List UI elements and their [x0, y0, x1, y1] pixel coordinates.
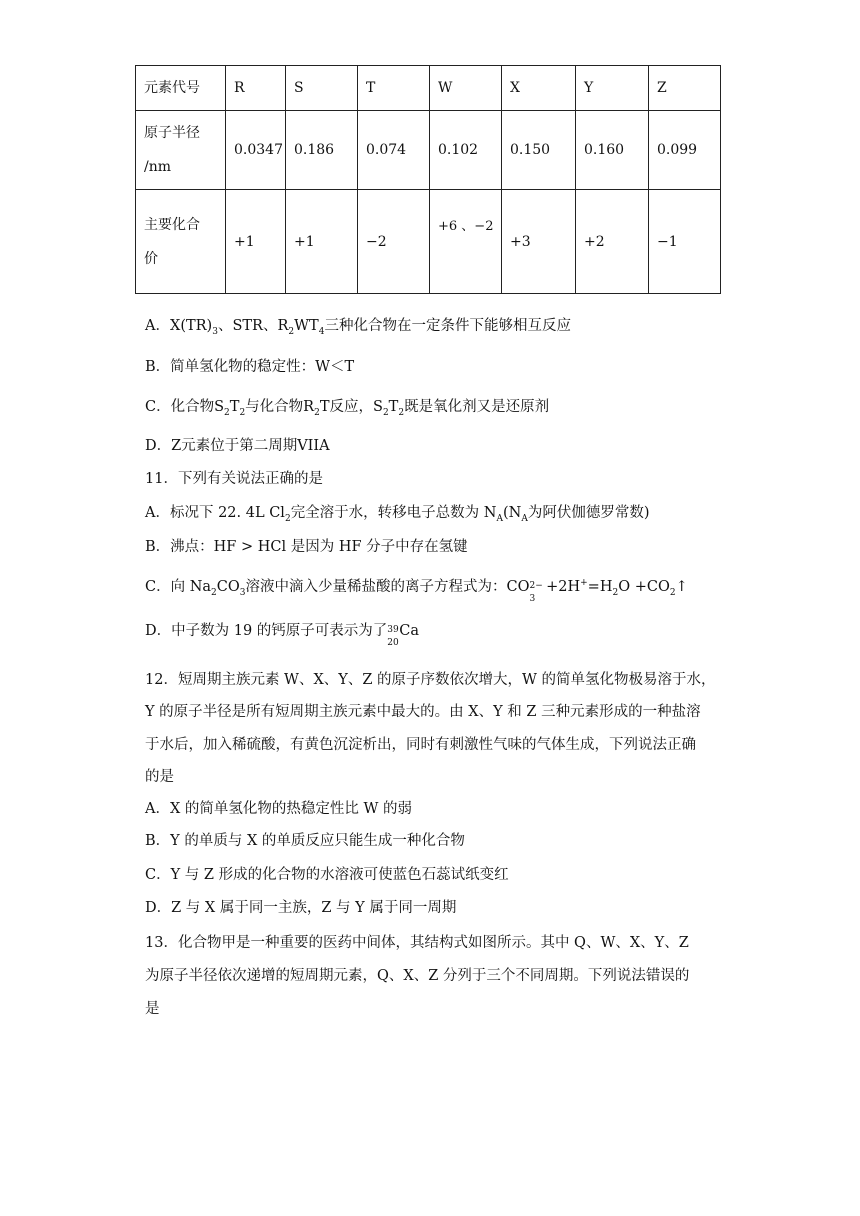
- table-cell: 0.074: [358, 111, 430, 190]
- table-cell: 0.186: [286, 111, 358, 190]
- q13-stem-line: 为原子半径依次递增的短周期元素，Q、X、Z 分列于三个不同周期。下列说法错误的: [145, 968, 690, 984]
- nuclide-notation: [387, 622, 399, 648]
- table-row-atomic-radius: [136, 111, 721, 190]
- table-cell: −1: [649, 190, 721, 294]
- q12-stem-line: 于水后，加入稀硫酸，有黄色沉淀析出，同时有刺激性气味的气体生成，下列说法正确: [145, 737, 696, 753]
- option-text: 与化合物R: [245, 399, 315, 415]
- q10-option-d: D．Z元素位于第二周期VIIA: [145, 438, 330, 454]
- row-label-atomic-radius: [136, 111, 226, 190]
- table-cell: +3: [502, 190, 576, 294]
- formula-subscript: 2: [288, 326, 295, 337]
- formula-subscript: 2: [669, 587, 676, 598]
- table-cell: −2: [358, 190, 430, 294]
- table-cell: +2: [576, 190, 649, 294]
- option-text: C．化合物S: [145, 399, 225, 415]
- formula-subscript: 4: [318, 326, 325, 337]
- formula-subscript: 2: [224, 407, 230, 418]
- ion-charge: +: [580, 578, 588, 589]
- ion-charge-stack: [529, 578, 543, 604]
- row-label-line: 原子半径: [144, 125, 200, 141]
- table-cell: +1: [286, 190, 358, 294]
- table-cell: +1: [226, 190, 286, 294]
- q11-option-d: [145, 619, 420, 648]
- table-row-element-symbols: [136, 66, 721, 111]
- table-header-cell: W: [430, 66, 502, 111]
- row-label-line: 主要化合: [144, 216, 200, 233]
- table-cell: 0.0347: [226, 111, 286, 190]
- q10-option-a: [145, 314, 571, 338]
- option-text: D．中子数为 19 的钙原子可表示为了: [145, 623, 388, 639]
- table-header-cell: R: [226, 66, 286, 111]
- formula-text: 、STR、R: [217, 318, 289, 334]
- formula-subscript: 3: [239, 587, 246, 598]
- q12-option-d: D．Z 与 X 属于同一主族，Z 与 Y 属于同一周期: [145, 900, 457, 916]
- formula-subscript: 2: [314, 407, 320, 418]
- ion-charge: 2−: [529, 581, 543, 591]
- table-header-cell: Y: [576, 66, 649, 111]
- formula-text: CO: [216, 579, 240, 595]
- formula-subscript: 2: [382, 407, 389, 418]
- table-header-cell: Z: [649, 66, 721, 111]
- option-text: (N: [502, 505, 522, 521]
- q10-option-b: B．简单氢化物的稳定性：W＜T: [145, 359, 355, 375]
- formula-text: +2H: [541, 579, 581, 595]
- q13-stem-line: 13．化合物甲是一种重要的医药中间体，其结构式如图所示。其中 Q、W、X、Y、Z: [145, 935, 689, 951]
- formula-text: =H: [587, 579, 613, 595]
- option-text: C．向 Na: [145, 579, 212, 595]
- q10-option-c: [145, 395, 549, 419]
- row-label-line: 价: [144, 250, 158, 267]
- table-cell: 0.150: [502, 111, 576, 190]
- table-header-cell: X: [502, 66, 576, 111]
- q11-option-a: [145, 501, 650, 525]
- formula-text: T: [229, 399, 240, 415]
- formula-text: T: [388, 399, 399, 415]
- row-label-valence: [136, 190, 226, 294]
- table-header-cell: 元素代号: [136, 66, 226, 111]
- option-text: 完全溶于水，转移电子总数为 N: [290, 505, 497, 521]
- q12-stem-line: 12．短周期主族元素 W、X、Y、Z 的原子序数依次增大，W 的简单氢化物极易溶于水，: [145, 672, 716, 688]
- option-text: 既是氧化剂又是还原剂: [404, 399, 550, 415]
- formula-subscript: 2: [284, 513, 291, 524]
- q12-option-c: C．Y 与 Z 形成的化合物的水溶液可使蓝色石蕊试纸变红: [145, 867, 509, 883]
- option-text: 溶液中滴入少量稀盐酸的离子方程式为：CO: [245, 579, 530, 595]
- table-header-cell: S: [286, 66, 358, 111]
- formula-subscript: A: [496, 513, 503, 524]
- table-cell: 0.099: [649, 111, 721, 190]
- table-cell: 0.160: [576, 111, 649, 190]
- formula-subscript: 2: [612, 587, 619, 598]
- option-label: A．: [145, 318, 170, 334]
- q12-stem-line: Y 的原子半径是所有短周期主族元素中最大的。由 X、Y 和 Z 三种元素形成的一种盐溶: [145, 704, 701, 720]
- option-text: T反应，S: [319, 399, 383, 415]
- q12-stem-line: 的是: [145, 769, 174, 785]
- q12-option-b: B．Y 的单质与 X 的单质反应只能生成一种化合物: [145, 833, 465, 849]
- formula-subscript: 2: [398, 407, 405, 418]
- formula-text: X: [169, 318, 181, 334]
- q11-stem: 11．下列有关说法正确的是: [145, 471, 323, 487]
- formula-subscript: A: [521, 513, 528, 524]
- option-text: 三种化合物在一定条件下能够相互反应: [324, 318, 571, 334]
- table-row-valence: [136, 190, 721, 294]
- formula-subscript: 3: [212, 326, 218, 337]
- row-label-line: /nm: [144, 159, 172, 175]
- q11-option-c: [145, 575, 688, 604]
- q13-stem-line: 是: [145, 1001, 160, 1017]
- q12-option-a: A．X 的简单氢化物的热稳定性比 W 的弱: [145, 801, 413, 817]
- formula-subscript: 3: [529, 594, 536, 604]
- table-cell: +6 、−2: [430, 190, 502, 294]
- table-header-cell: T: [358, 66, 430, 111]
- atomic-number: 20: [387, 638, 399, 648]
- table-cell: 0.102: [430, 111, 502, 190]
- option-text: 为阿伏伽德罗常数): [527, 505, 650, 521]
- formula-text: (TR): [180, 318, 213, 334]
- formula-subscript: 2: [211, 587, 217, 598]
- q11-option-b: B．沸点：HF > HCl 是因为 HF 分子中存在氢键: [145, 539, 468, 555]
- element-symbol: Ca: [399, 623, 420, 639]
- formula-text: O +CO: [618, 579, 670, 595]
- gas-arrow: ↑: [675, 579, 688, 595]
- formula-text: WT: [294, 318, 319, 334]
- formula-subscript: 2: [239, 407, 246, 418]
- option-text: A．标况下 22. 4L Cl: [145, 505, 285, 521]
- mass-number: 39: [387, 625, 399, 635]
- element-data-table: [135, 65, 721, 294]
